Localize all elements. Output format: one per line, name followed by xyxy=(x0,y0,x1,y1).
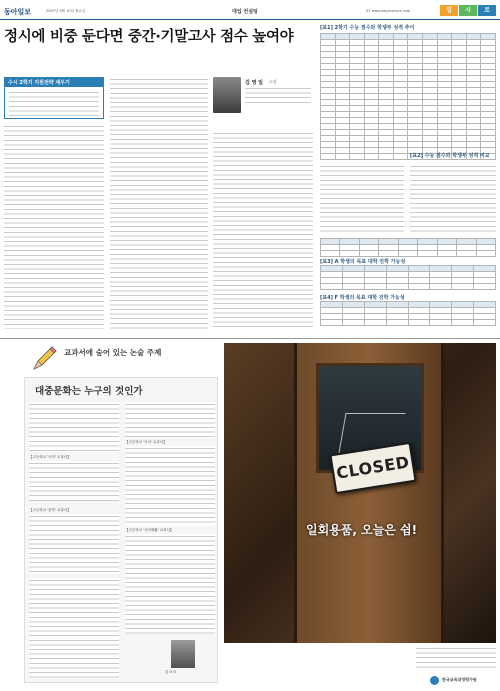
author-photo xyxy=(171,640,195,668)
article-col-3 xyxy=(213,131,313,329)
consultant-desc xyxy=(245,86,311,104)
table2-title: [표2] 수능 점수와 학생부 성적 비교 xyxy=(410,153,490,159)
tables-column-text-1 xyxy=(320,164,404,234)
feature-title: 대중문화는 누구의 것인가 xyxy=(35,386,143,397)
photo-caption: 일회용품, 오늘은 쉼! xyxy=(306,523,418,537)
consultant-photo xyxy=(213,77,241,113)
feature-col-right-2 xyxy=(125,446,215,526)
table4-wrap xyxy=(320,301,496,326)
issue-date: 2007년 9월 10일 월요일 xyxy=(46,9,86,13)
table2-wrap xyxy=(320,238,496,257)
consultant-title: 소장 xyxy=(269,79,277,84)
feature-heading: 교과서에 숨어 있는 논술 주제 xyxy=(64,348,162,357)
feature-col-right-1 xyxy=(125,402,215,438)
table4-title: [표4] F 학생의 목표 대학 진학 가능성 xyxy=(320,295,405,301)
feature-header xyxy=(56,343,196,369)
consultant-box xyxy=(213,77,313,129)
footer-logo xyxy=(430,675,496,687)
feature-article xyxy=(24,377,218,683)
feature-col-right-3 xyxy=(125,534,215,634)
newspaper-logo: 동아일보 xyxy=(4,7,32,16)
table1-title: [표1] 2학기 수능 점수와 학생부 성적 추이 xyxy=(320,25,415,31)
masthead xyxy=(0,0,500,20)
photo-caption-text xyxy=(416,646,496,670)
pencil-icon xyxy=(30,343,60,373)
feature-col-left-1 xyxy=(29,402,119,452)
logo-mark-icon xyxy=(430,676,439,685)
footer-org-name: 한국교육과정평가원 xyxy=(442,677,477,682)
table3 xyxy=(320,265,496,290)
feature-box-label-4: 【고등학교 '국어생활' 교과서】 xyxy=(125,528,174,532)
section-divider xyxy=(0,338,500,339)
page-url: 03 www.easynomics.com xyxy=(366,9,411,13)
consultant-name: 김 영 일 xyxy=(245,80,263,86)
closed-sign-photo xyxy=(224,343,496,643)
table3-wrap xyxy=(320,265,496,290)
tables-panel xyxy=(320,24,496,334)
feature-box-label-2: 【고등학교 '문학' 교과서】 xyxy=(29,508,71,512)
section-label: 대입 컨설팅 xyxy=(232,9,258,15)
headline: 정시에 비중 둔다면 중간·기말고사 점수 높여야 xyxy=(4,29,294,45)
feature-col-left-4 xyxy=(29,578,119,678)
table4 xyxy=(320,301,496,326)
feature-col-left-3 xyxy=(29,514,119,574)
feature-col-left-2 xyxy=(29,461,119,501)
masthead-rule xyxy=(0,19,500,20)
badge-2: 시 xyxy=(459,5,477,16)
article-col-2 xyxy=(110,77,208,329)
summary-box-text xyxy=(9,90,99,116)
closed-sign-text: CLOSED xyxy=(335,452,411,483)
summary-box xyxy=(4,77,104,119)
summary-box-title: 수시 2학기 지원전략 세우기 xyxy=(5,78,103,87)
table2 xyxy=(320,238,496,257)
table1 xyxy=(320,33,496,160)
tables-column-text-2 xyxy=(410,164,496,234)
badge-3: 로 xyxy=(478,5,496,16)
table3-title: [표3] A 학생의 목표 대학 진학 가능성 xyxy=(320,259,406,265)
author-name: 김 O O xyxy=(165,670,177,674)
article-col-1 xyxy=(4,124,104,329)
badge-1: 입 xyxy=(440,5,458,16)
badge-group xyxy=(440,5,496,16)
feature-box-label-1: 【고등학교 '국어' 교과서】 xyxy=(29,455,71,459)
feature-box-label-3: 【고등학교 '독서' 교과서】 xyxy=(125,440,167,444)
